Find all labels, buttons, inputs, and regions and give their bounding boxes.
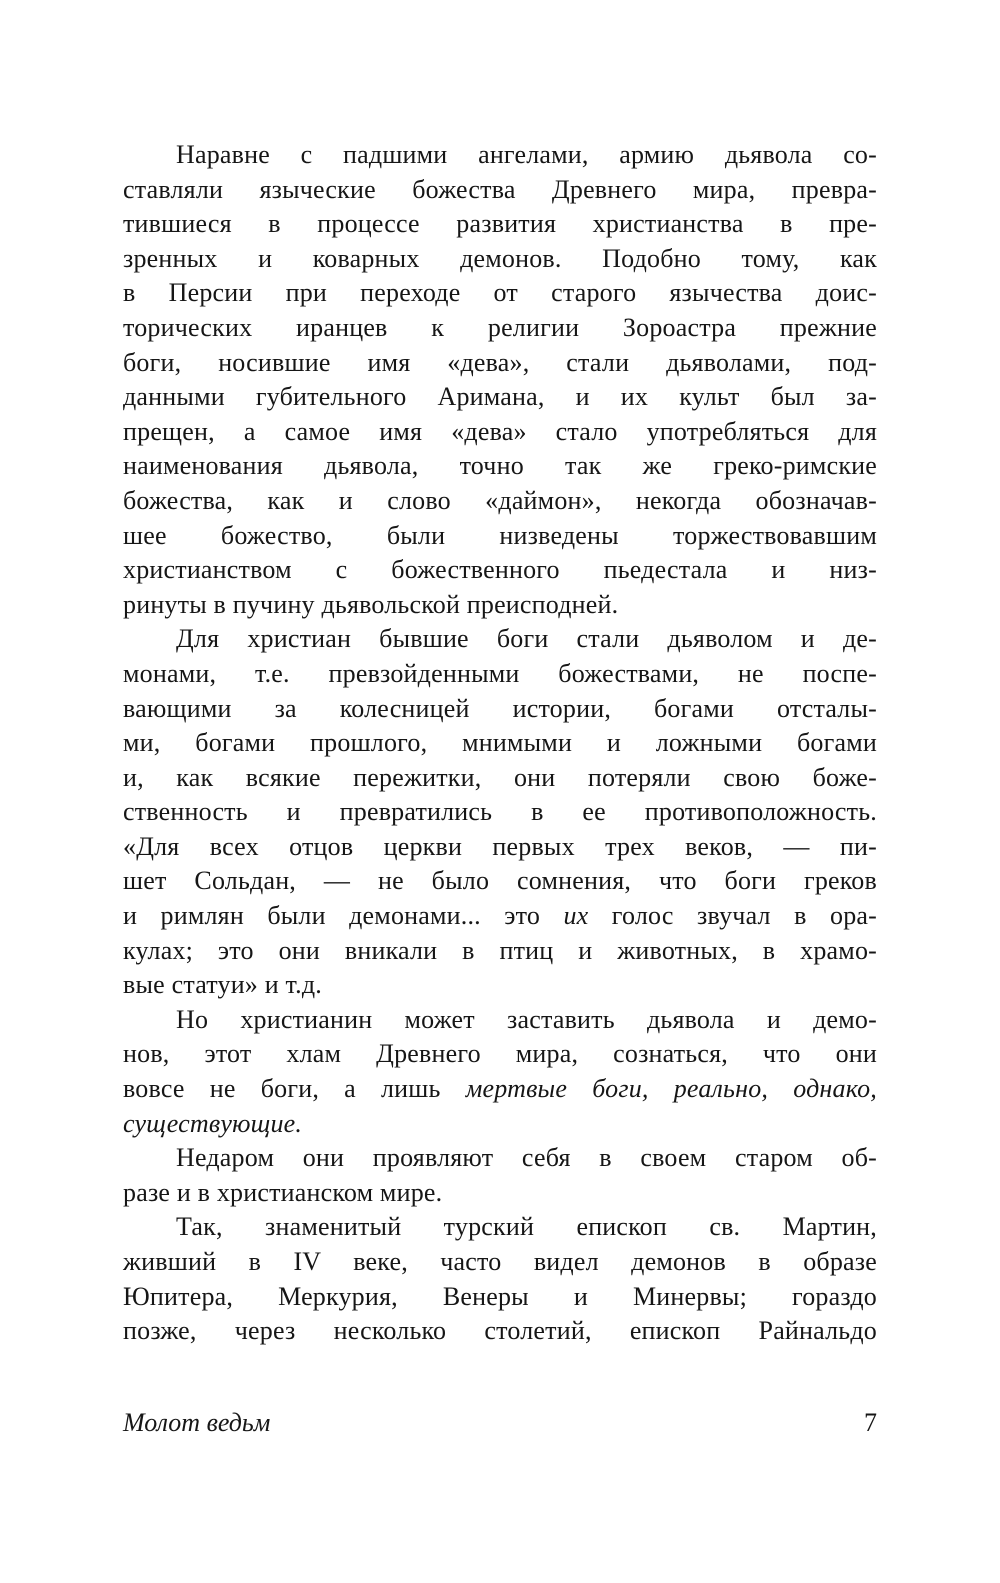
body-text: христианством с божественного пьедестала и низ- <box>123 555 877 585</box>
body-text: вающими за колесницей истории, богами отсталы- <box>123 693 877 723</box>
body-text: голос звучал в ора- <box>588 901 877 931</box>
body-text: и римлян были демонами... это <box>123 901 564 931</box>
text-line <box>123 1107 877 1142</box>
text-line <box>123 864 877 899</box>
body-text: Но христианин может заставить дьявола и демо- <box>176 1004 877 1034</box>
text-line <box>123 588 877 623</box>
text-line <box>123 934 877 969</box>
body-text: нов, этот хлам Древнего мира, сознаться, что они <box>123 1039 877 1069</box>
body-text: наименования дьявола, точно так же греко-римские <box>123 451 877 481</box>
text-line <box>123 1037 877 1072</box>
body-text: живший в IV веке, часто видел демонов в образе <box>123 1247 877 1276</box>
paragraph <box>123 622 877 1003</box>
body-text: вые статуи» и т.д. <box>123 970 322 1000</box>
body-text: Так, знаменитый турский епископ св. Мартин, <box>176 1212 877 1242</box>
text-line <box>123 553 877 588</box>
body-text: разе и в христианском мире. <box>123 1177 443 1207</box>
paragraph <box>123 138 877 622</box>
page-footer <box>123 1406 877 1440</box>
body-text: прещен, а самое имя «дева» стало употребляться для <box>123 416 877 446</box>
text-line <box>123 311 877 346</box>
text-line <box>123 899 877 934</box>
text-line <box>123 622 877 657</box>
text-line <box>123 1072 877 1107</box>
text-line <box>123 1245 877 1280</box>
text-line <box>123 1210 877 1245</box>
body-text: кулах; это они вникали в птиц и животных, в храмо- <box>123 935 877 965</box>
text-line <box>123 795 877 830</box>
body-text: шее божество, были низведены торжествовавшим <box>123 520 877 550</box>
emphasized-text: существующие. <box>123 1108 303 1138</box>
text-block <box>123 138 877 1349</box>
body-text: монами, т.е. превзойденными божествами, не поспе- <box>123 658 877 688</box>
paragraph <box>123 1003 877 1141</box>
text-line <box>123 276 877 311</box>
text-line <box>123 761 877 796</box>
running-title: Молот ведьм <box>123 1408 271 1437</box>
body-text: вовсе не боги, а лишь <box>123 1074 466 1104</box>
body-text: зренных и коварных демонов. Подобно тому, как <box>123 243 877 273</box>
text-line <box>123 415 877 450</box>
body-text: Наравне с падшими ангелами, армию дьявола со- <box>176 140 877 169</box>
body-text: ственность и превратились в ее противоположность. <box>123 797 877 827</box>
body-text: боги, носившие имя «дева», стали дьяволами, под- <box>123 347 877 377</box>
text-line <box>123 173 877 208</box>
emphasized-text: мертвые боги, реально, однако, <box>465 1074 877 1104</box>
text-line <box>123 1280 877 1315</box>
text-line <box>123 346 877 381</box>
body-text: тившиеся в процессе развития христианства в пре- <box>123 209 877 239</box>
text-line <box>123 692 877 727</box>
text-line <box>123 242 877 277</box>
text-line <box>123 830 877 865</box>
body-text: божества, как и слово «даймон», некогда обозначав- <box>123 485 877 515</box>
body-text: и, как всякие пережитки, они потеряли свою боже- <box>123 762 877 792</box>
paragraph <box>123 1141 877 1210</box>
text-line <box>123 726 877 761</box>
text-line <box>123 657 877 692</box>
emphasized-text: их <box>563 901 589 931</box>
body-text: Для христиан бывшие боги стали дьяволом и де- <box>176 624 877 654</box>
body-text: позже, через несколько столетий, епископ Райнальдо <box>123 1316 877 1346</box>
text-line <box>123 968 877 1003</box>
body-text: Юпитера, Меркурия, Венеры и Минервы; гораздо <box>123 1281 877 1311</box>
text-line <box>123 1176 877 1211</box>
body-text: ринуты в пучину дьявольской преисподней. <box>123 589 619 619</box>
body-text: шет Сольдан, — не было сомнения, что боги греков <box>123 866 877 896</box>
text-line <box>123 207 877 242</box>
text-line <box>123 1003 877 1038</box>
text-line <box>123 1314 877 1349</box>
body-text: Недаром они проявляют себя в своем старом об- <box>176 1143 877 1173</box>
body-text: «Для всех отцов церкви первых трех веков, — пи- <box>123 831 877 861</box>
body-text: данными губительного Аримана, и их культ был за- <box>123 382 877 412</box>
text-line <box>123 1141 877 1176</box>
text-line <box>123 380 877 415</box>
body-text: торических иранцев к религии Зороастра прежние <box>123 312 877 342</box>
text-line <box>123 449 877 484</box>
paragraph <box>123 1210 877 1348</box>
body-text: в Персии при переходе от старого язычества доис- <box>123 278 877 308</box>
page-number: 7 <box>864 1408 877 1437</box>
body-text: ставляли языческие божества Древнего мира, превра- <box>123 174 877 204</box>
text-line <box>123 484 877 519</box>
text-line <box>123 138 877 173</box>
body-text: ми, богами прошлого, мнимыми и ложными богами <box>123 728 877 758</box>
text-line <box>123 519 877 554</box>
